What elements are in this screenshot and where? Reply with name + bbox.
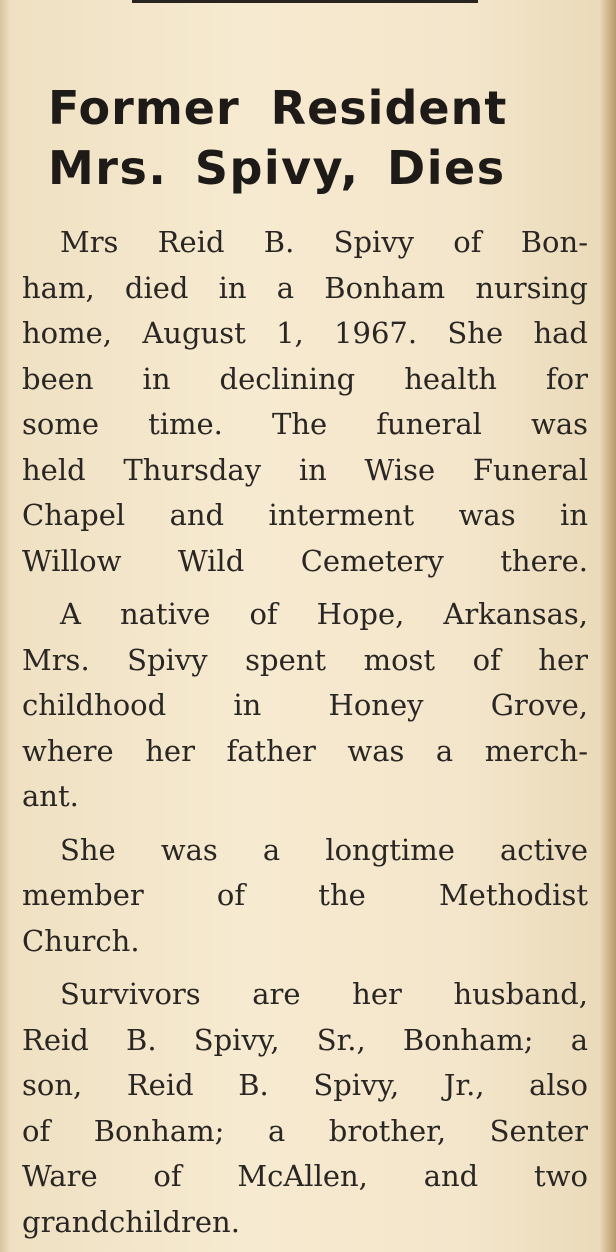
headline: [48, 78, 518, 198]
paragraph-4: [22, 972, 588, 1245]
headline-line-1: Former Resident: [48, 81, 508, 135]
text-line: Chapel and interment was in: [22, 498, 588, 532]
paragraph-1: [22, 220, 588, 584]
text-line: Reid B. Spivy, Sr., Bonham; a: [22, 1022, 588, 1057]
text-line: Willow Wild Cemetery there.: [22, 543, 588, 578]
paragraph-2: [22, 592, 588, 820]
text-line: She was a longtime active: [60, 832, 588, 867]
text-line: grandchildren.: [22, 1204, 240, 1239]
paper-edge-right: [598, 0, 616, 1252]
paper-edge-left: [0, 0, 10, 1252]
text-line: some time. The funeral was: [22, 407, 588, 441]
article-body: [22, 220, 588, 1245]
text-line: member of the Methodist: [22, 878, 588, 912]
text-line: Ware of McAllen, and two: [22, 1159, 588, 1193]
text-line: Survivors are her husband,: [60, 977, 588, 1011]
text-line: son, Reid B. Spivy, Jr., also: [22, 1068, 588, 1102]
text-line: held Thursday in Wise Funeral: [22, 452, 588, 487]
text-line: where her father was a merch-: [22, 733, 588, 768]
text-line: A native of Hope, Arkansas,: [60, 597, 588, 631]
paragraph-3: [22, 828, 588, 965]
text-line: been in declining health for: [22, 361, 588, 396]
text-line: of Bonham; a brother, Senter: [22, 1113, 588, 1148]
top-rule: [132, 0, 478, 3]
text-line: Church.: [22, 923, 140, 958]
text-line: ant.: [22, 779, 79, 813]
text-line: Mrs Reid B. Spivy of Bon-: [60, 225, 588, 259]
text-line: childhood in Honey Grove,: [22, 688, 588, 722]
text-line: home, August 1, 1967. She had: [22, 316, 588, 350]
headline-line-2: Mrs. Spivy, Dies: [48, 141, 506, 195]
text-line: ham, died in a Bonham nursing: [22, 270, 588, 305]
text-line: Mrs. Spivy spent most of her: [22, 642, 588, 677]
